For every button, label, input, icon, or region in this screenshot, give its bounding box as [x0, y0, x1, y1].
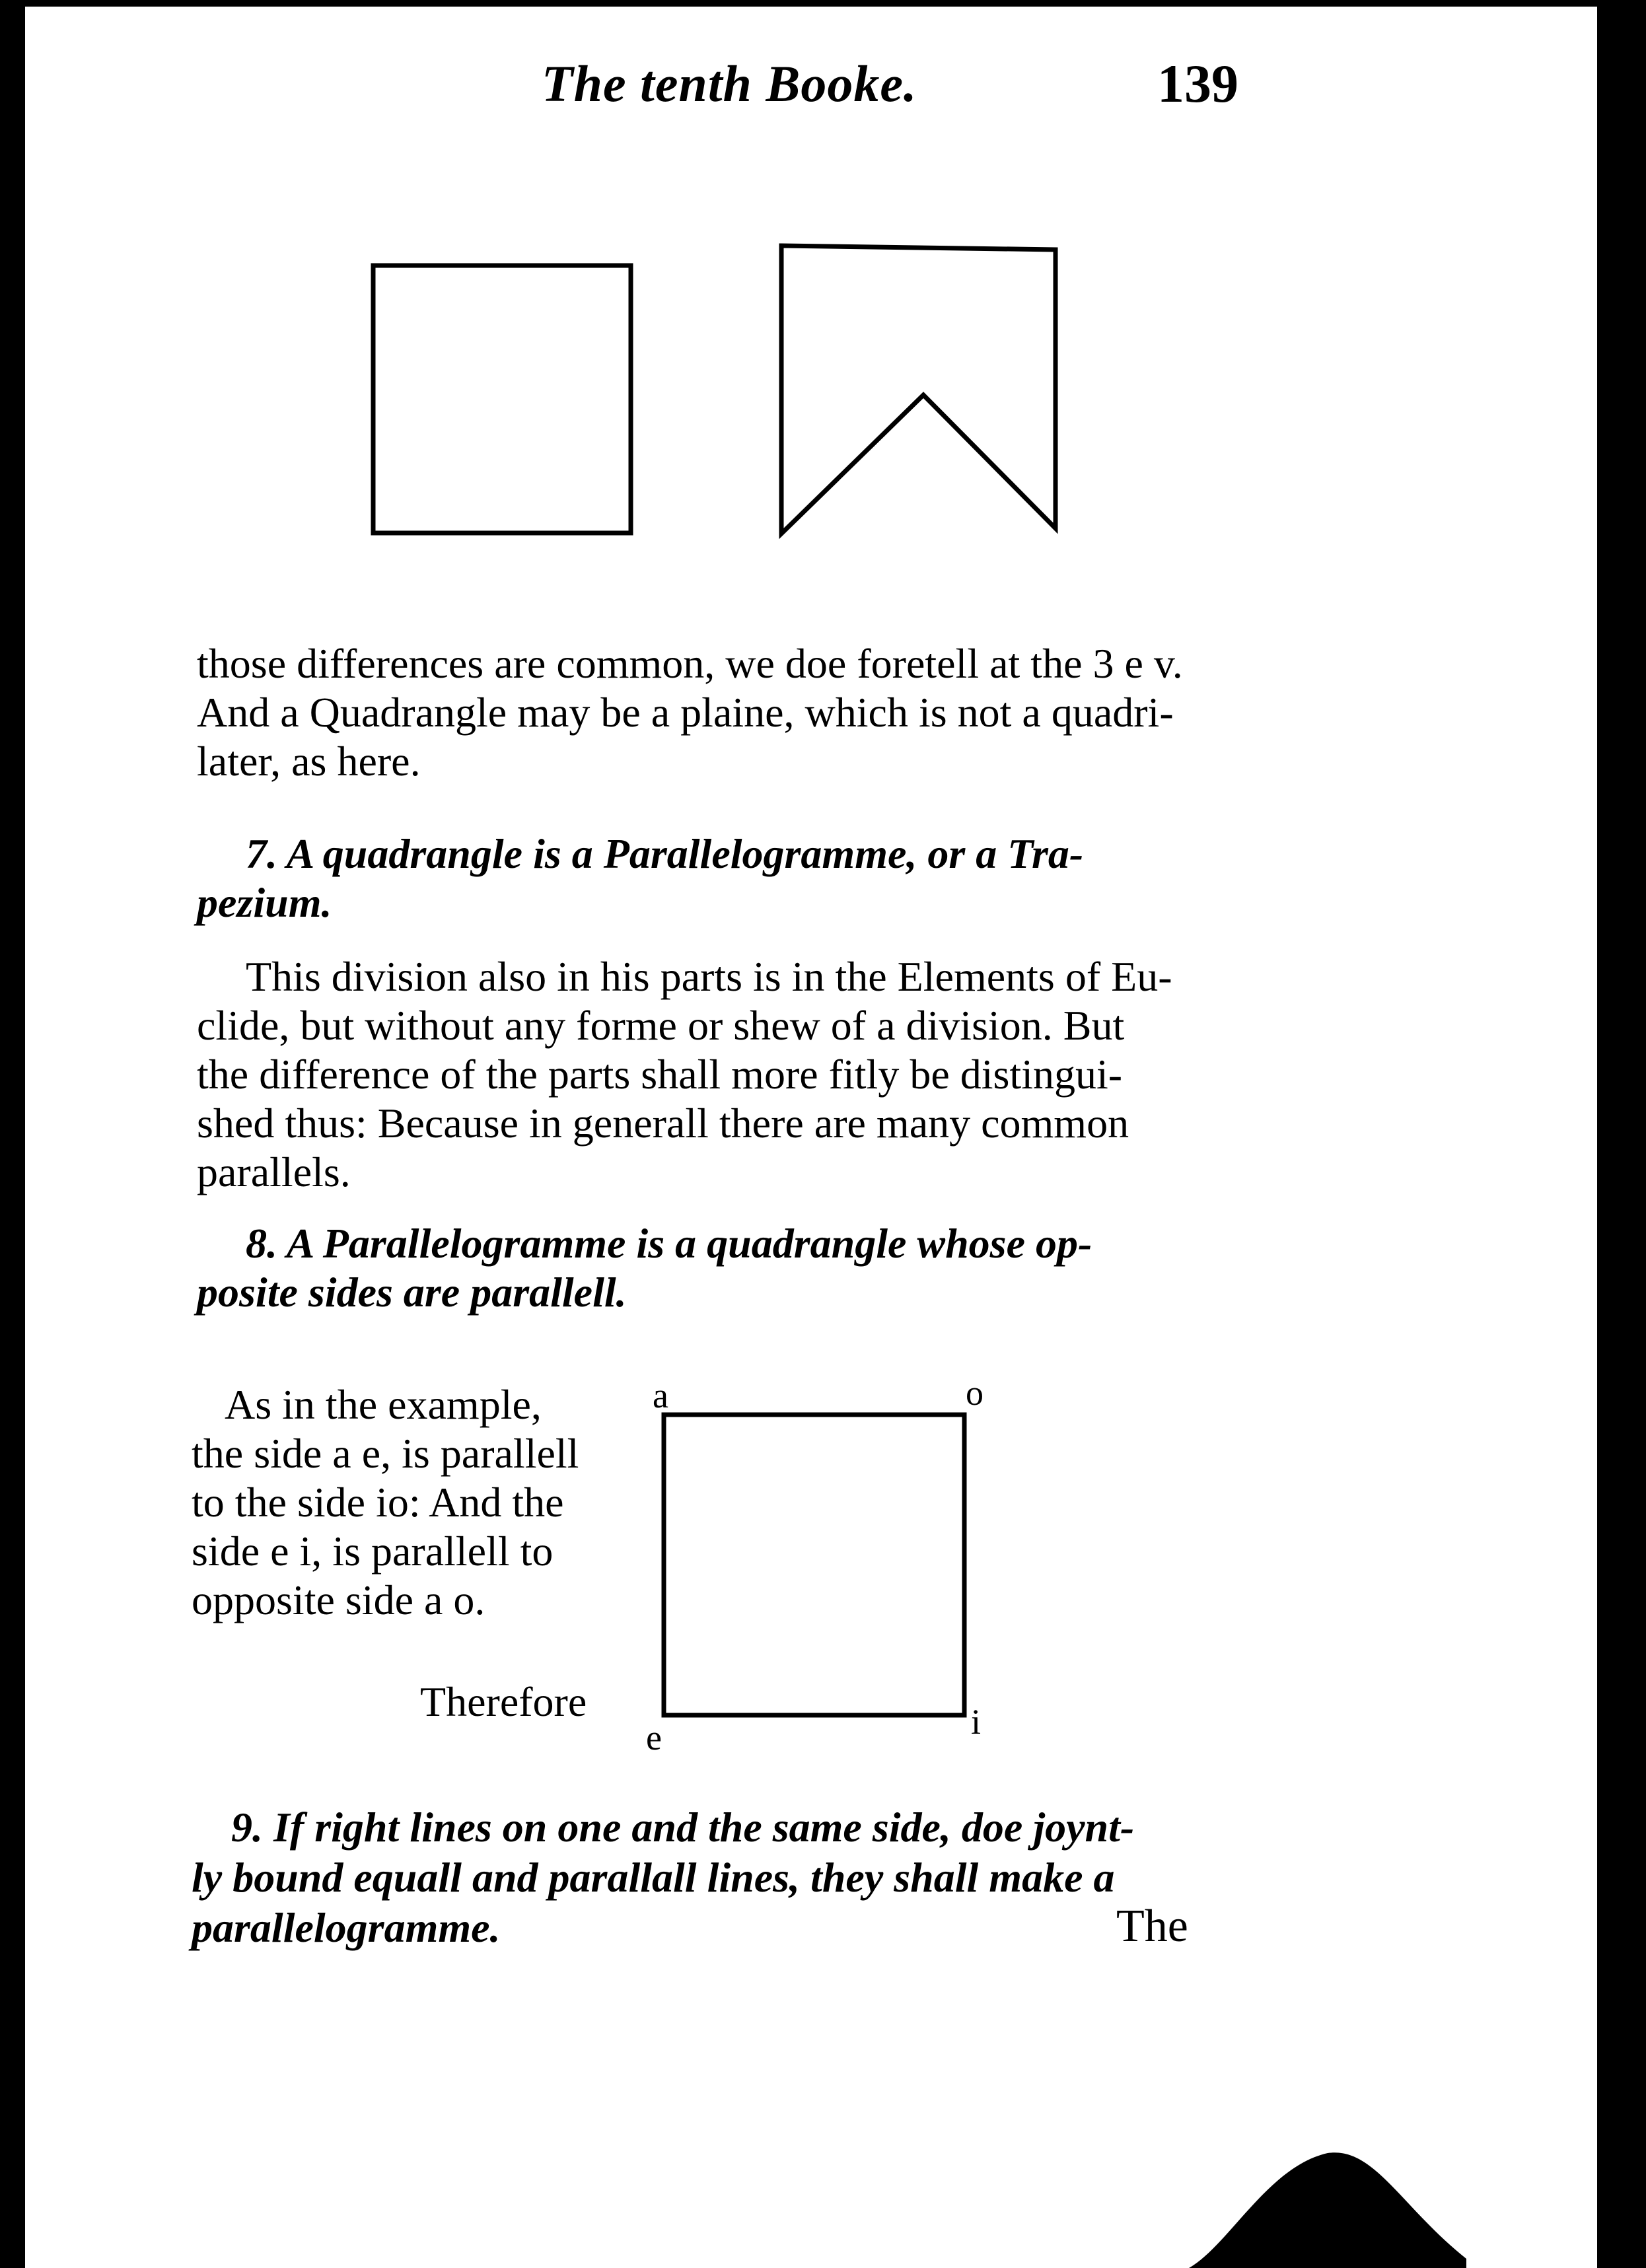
example-line: the side a e, is parallell: [192, 1430, 579, 1477]
paragraph-line: clide, but without any forme or shew of a division. But: [197, 1002, 1125, 1049]
catchword: The: [1116, 1901, 1188, 1952]
vertex-label-i: i: [971, 1702, 982, 1742]
example-line: opposite side a o.: [192, 1577, 485, 1623]
definition-line: ly bound equall and parallall lines, they shall make a: [192, 1854, 1115, 1901]
definition-line: 9. If right lines on one and the same side, doe joynt-: [231, 1804, 1135, 1851]
paragraph-line: those differences are common, we doe foretell at the 3 e v.: [197, 640, 1183, 687]
definition-line: pezium.: [197, 879, 332, 926]
definition-line: 8. A Parallelogramme is a quadrangle whose op-: [246, 1220, 1092, 1267]
vertex-label-o: o: [966, 1373, 984, 1413]
page-number: 139: [1157, 53, 1238, 114]
paragraph-line: parallels.: [197, 1149, 351, 1195]
definition-line: parallelogramme.: [192, 1904, 501, 1951]
definition-line: posite sides are parallell.: [197, 1269, 627, 1316]
paragraph-line: And a Quadrangle may be a plaine, which is not a quadri-: [197, 689, 1174, 736]
example-line: to the side io: And the: [192, 1479, 564, 1526]
paragraph-line: shed thus: Because in generall there are many common: [197, 1100, 1129, 1147]
vertex-label-a: a: [653, 1376, 668, 1415]
paragraph-line: the difference of the parts shall more fitly be distingui-: [197, 1051, 1123, 1098]
paragraph-line: This division also in his parts is in the Elements of Eu-: [246, 953, 1172, 1000]
example-line: side e i, is parallell to: [192, 1528, 554, 1575]
example-line: As in the example,: [225, 1381, 542, 1428]
vertex-label-e: e: [646, 1718, 662, 1757]
therefore-word: Therefore: [420, 1678, 587, 1725]
paragraph-line: later, as here.: [197, 738, 421, 785]
definition-line: 7. A quadrangle is a Parallelogramme, or a Tra-: [246, 830, 1084, 877]
running-title: The tenth Booke.: [542, 55, 917, 112]
